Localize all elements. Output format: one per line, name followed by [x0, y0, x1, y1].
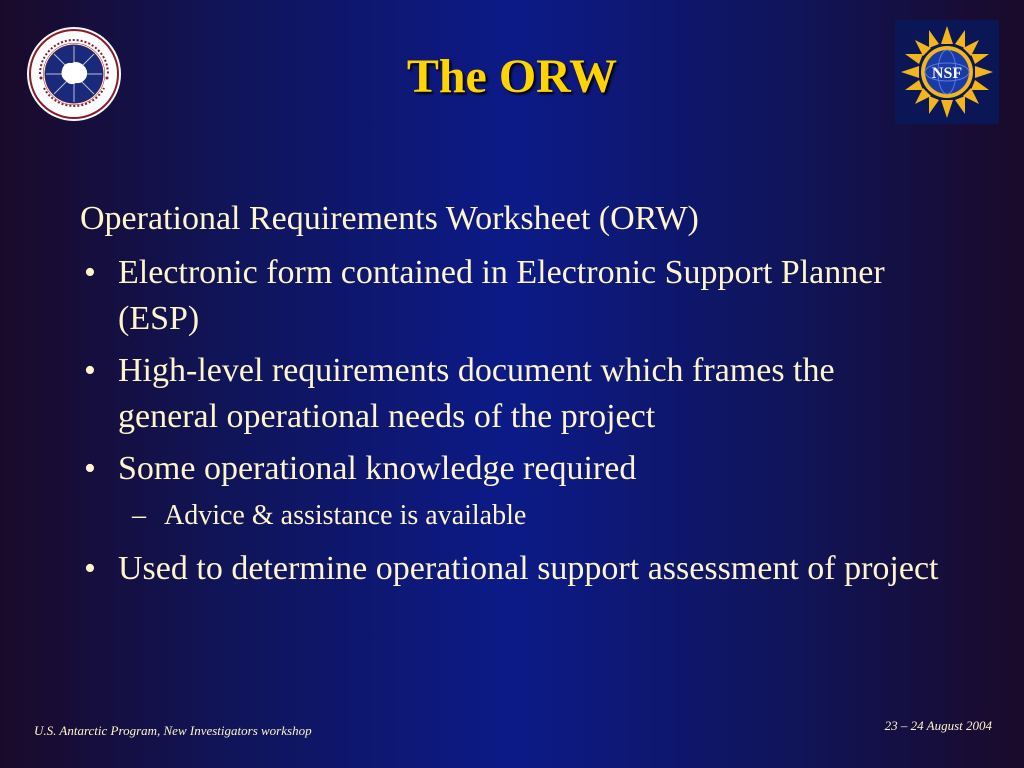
nsf-logo-text: NSF — [931, 65, 963, 82]
bullet-marker: • — [84, 550, 96, 587]
slide-title: The ORW — [406, 50, 618, 103]
sub-bullet-text: Advice & assistance is available — [164, 500, 527, 531]
sub-bullet-item — [80, 498, 940, 534]
bullet-marker: • — [84, 450, 96, 487]
bullet-text: Used to determine operational support assessment of project — [118, 550, 939, 587]
bullet-marker: • — [84, 254, 96, 291]
bullet-text: High-level requirements document which frames the general operational needs of the project — [118, 352, 835, 435]
slide-content — [80, 196, 940, 598]
footer-event-name: U.S. Antarctic Program, New Investigators workshop — [34, 723, 312, 738]
bullet-marker: • — [84, 352, 96, 389]
sub-bullet-marker: – — [132, 500, 146, 531]
bullet-item — [80, 250, 940, 342]
bullet-text: Electronic form contained in Electronic Support Planner (ESP) — [118, 254, 885, 337]
bullet-item — [80, 546, 940, 592]
bullet-item — [80, 348, 940, 440]
footer-date: 23 – 24 August 2004 — [884, 718, 992, 733]
bullet-text: Some operational knowledge required — [118, 450, 637, 487]
intro-line: Operational Requirements Worksheet (ORW) — [80, 200, 699, 237]
bullet-item — [80, 446, 940, 492]
